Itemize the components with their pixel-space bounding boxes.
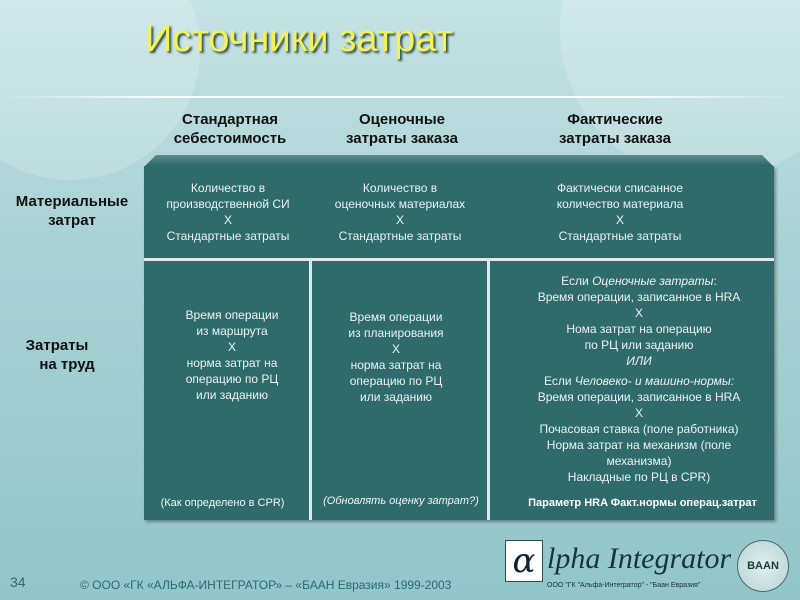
row-header-line: затрат [48, 212, 96, 229]
row-header-labor [4, 336, 130, 374]
slide-title: Источники затрат [145, 18, 453, 60]
cell-line: Х [615, 213, 624, 227]
column-header-line: себестоимость [173, 130, 287, 147]
column-header-standard [150, 110, 310, 148]
cell-line: Х [634, 306, 643, 320]
copyright: © ООО «ГК «АЛЬФА-ИНТЕГРАТОР» – «БААН Евразия» 1999-2003 [80, 578, 452, 592]
cell-line: Нома затрат на операцию [566, 322, 712, 336]
cell-line: операцию по РЦ [185, 372, 279, 386]
cell-labor-actual [505, 273, 773, 485]
cell-material-standard [148, 180, 308, 244]
cell-labor-estimate [316, 309, 476, 405]
cell-line: Накладные по РЦ в CPR) [567, 470, 711, 484]
cell-line: Х [227, 340, 236, 354]
background-circle [560, 0, 800, 180]
cell-labor-standard [152, 307, 312, 403]
cell-line: Х [634, 406, 643, 420]
column-header-line: Стандартная [182, 111, 278, 128]
column-divider [487, 260, 490, 520]
baan-seal-icon: BAAN [737, 540, 789, 592]
footnote-standard: (Как определено в CPR) [160, 497, 285, 509]
cell-text: Если [543, 374, 575, 388]
cell-line: норма затрат на [186, 356, 278, 370]
cell-line: из планирования [348, 326, 444, 340]
cell-line: Фактически списанное [556, 181, 684, 195]
cell-line: Х [391, 342, 400, 356]
cell-text-italic: ИЛИ [626, 354, 652, 368]
title-rule [0, 96, 800, 98]
footnote-estimate: (Обновлять оценку затрат?) [323, 495, 479, 507]
cell-line: норма затрат на [350, 358, 442, 372]
row-divider [144, 258, 774, 261]
footnote-actual: Параметр HRA Факт.нормы операц.затрат [528, 497, 757, 509]
column-header-line: Фактические [567, 111, 663, 128]
cell-line: или заданию [360, 390, 432, 404]
cell-line: Время операции, записанное в HRA [537, 290, 741, 304]
cell-line: из маршрута [196, 324, 268, 338]
cell-line: Количество в [190, 181, 266, 195]
cell-text-italic: Человеко- и машино-нормы: [574, 374, 735, 388]
cell-line [505, 273, 773, 289]
cell-line: операцию по РЦ [349, 374, 443, 388]
column-header-line: затраты заказа [345, 130, 458, 147]
cell-line: Время операции, записанное в HRA [537, 390, 741, 404]
cell-material-actual [520, 180, 720, 244]
column-header-actual [520, 110, 710, 148]
row-header-line: на труд [39, 356, 95, 373]
logo-subtitle: ООО "ГК "Альфа-Интегратор" - "Баан Евразия" [547, 582, 701, 589]
cell-line: Норма затрат на механизм (поле [546, 438, 732, 452]
cell-line: по РЦ или заданию [584, 338, 694, 352]
logo-name: lpha Integrator [547, 542, 732, 575]
row-header-material [4, 192, 140, 230]
column-header-line: Оценочные [358, 111, 445, 128]
cell-line: количество материала [556, 197, 684, 211]
cell-line: Стандартные затраты [338, 229, 462, 243]
cell-line: Время операции [185, 308, 279, 322]
cell-line: Время операции [349, 310, 443, 324]
cell-line [505, 373, 773, 389]
cell-line: механизма) [606, 454, 672, 468]
cell-line: или заданию [196, 388, 268, 402]
cell-text: Если [561, 274, 593, 288]
cell-line: Стандартные затраты [558, 229, 682, 243]
column-header-line: затраты заказа [558, 130, 671, 147]
row-header-line: Затраты [25, 337, 89, 354]
cell-line: Х [395, 213, 404, 227]
cell-line: оценочных материалах [334, 197, 466, 211]
page-number: 34 [10, 574, 26, 590]
cell-line: производственной СИ [166, 197, 290, 211]
company-logo [505, 540, 795, 596]
cell-line: Стандартные затраты [166, 229, 290, 243]
column-header-estimate [322, 110, 482, 148]
cell-line: Почасовая ставка (поле работника) [539, 422, 739, 436]
cell-text-italic: Оценочные затраты [592, 274, 714, 288]
cell-material-estimate [315, 180, 485, 244]
cell-line: Х [223, 213, 232, 227]
cell-text: : [713, 274, 717, 288]
alpha-icon: α [505, 540, 543, 582]
row-header-line: Материальные [15, 193, 129, 210]
cell-line: Количество в [362, 181, 438, 195]
cell-line [505, 353, 773, 369]
